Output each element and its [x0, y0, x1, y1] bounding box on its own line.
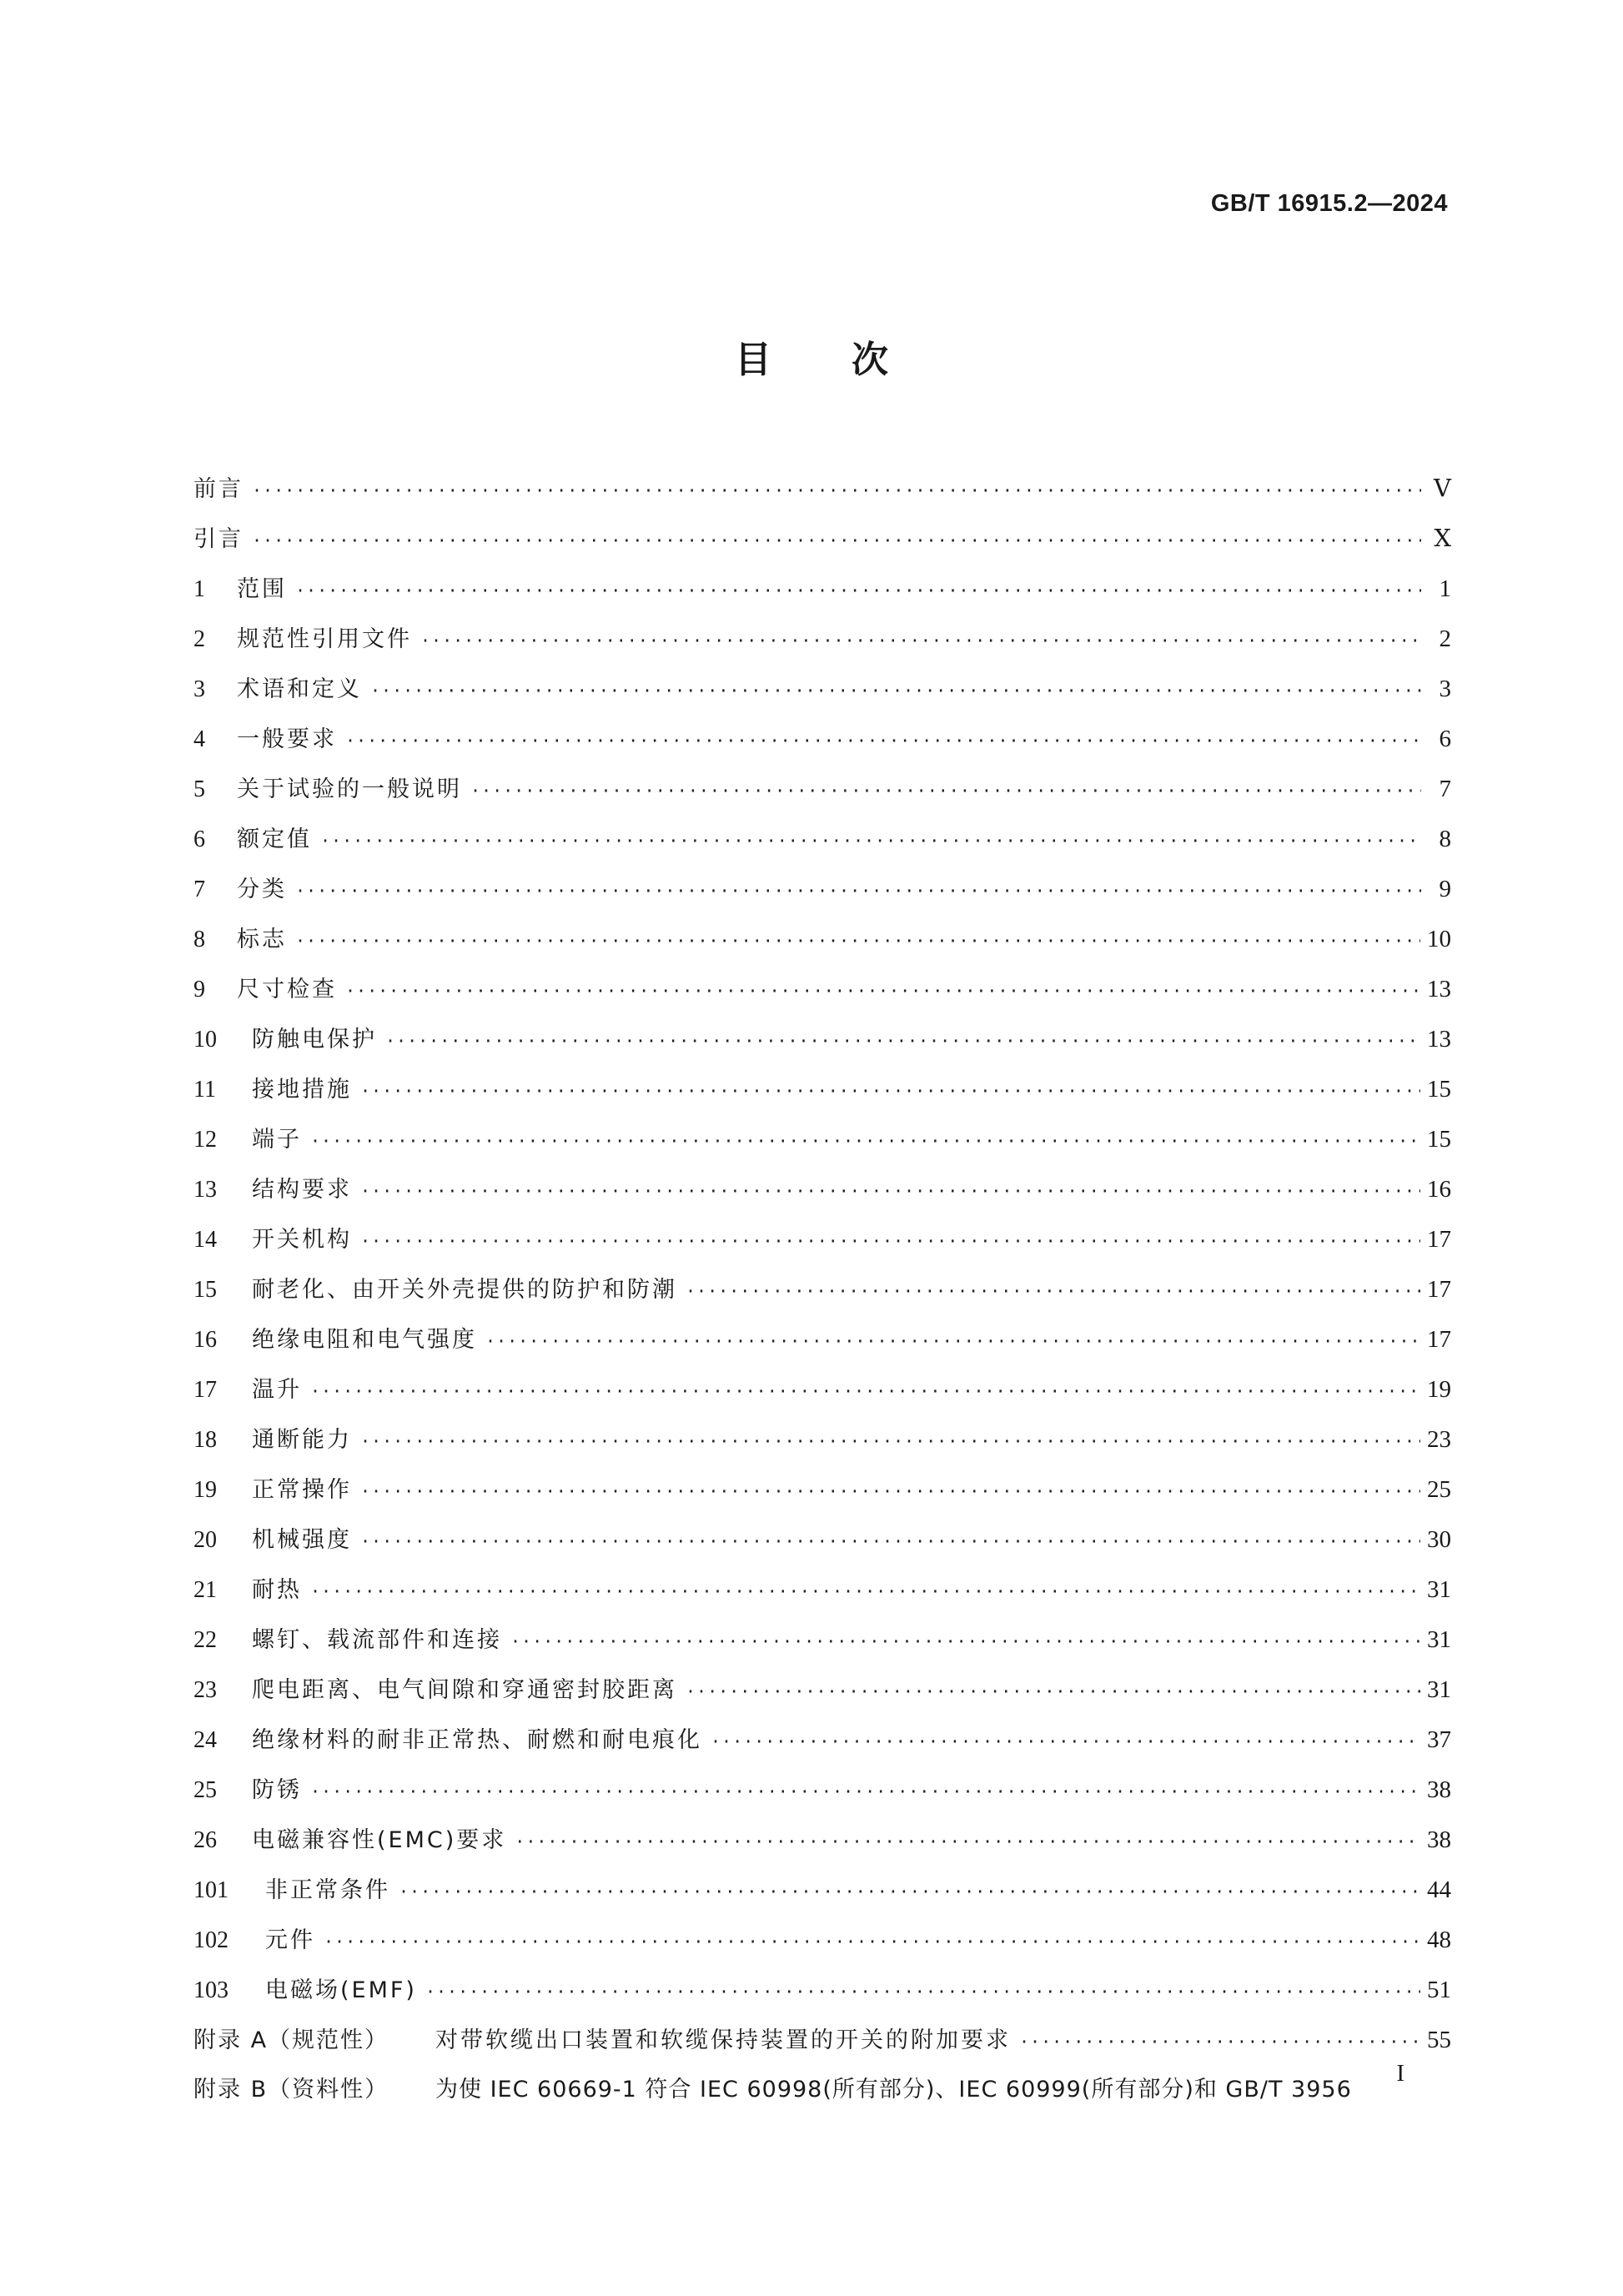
dot-leader	[360, 1416, 1420, 1466]
dot-leader	[485, 1316, 1420, 1366]
annex-page: 55	[1427, 2027, 1451, 2053]
toc-entry-number: 16	[193, 1327, 217, 1353]
dot-leader	[420, 615, 1421, 666]
toc-entry-title: 通断能力	[252, 1427, 352, 1453]
toc-entry-number: 11	[193, 1077, 216, 1103]
dot-leader	[252, 515, 1421, 565]
toc-entry[interactable]	[193, 764, 1451, 814]
toc-entry-page: 30	[1427, 1526, 1451, 1553]
annex-title: 对带软缆出口装置和软缆保持装置的开关的附加要求	[435, 2027, 1011, 2053]
toc-entry-number: 24	[193, 1727, 217, 1753]
toc-entry-page: 31	[1427, 1576, 1451, 1603]
toc-entry[interactable]	[193, 1014, 1451, 1064]
toc-entry-number: 10	[193, 1027, 217, 1053]
toc-entry-page: 48	[1427, 1927, 1451, 1953]
toc-entry-page: 15	[1427, 1126, 1451, 1153]
toc-entry-page: 2	[1439, 625, 1451, 652]
toc-entry-title: 机械强度	[252, 1527, 352, 1553]
toc-entry-page: 6	[1439, 726, 1451, 752]
toc-entry[interactable]	[193, 1164, 1451, 1214]
toc-entry-page: 17	[1427, 1326, 1451, 1353]
toc-entry[interactable]	[193, 1765, 1451, 1815]
toc-annex-entry[interactable]	[193, 2015, 1451, 2065]
toc-entry-page: 13	[1427, 976, 1451, 1002]
toc-entry-number: 25	[193, 1777, 217, 1803]
toc-entry-title: 术语和定义	[237, 676, 362, 702]
dot-leader	[310, 1566, 1420, 1616]
toc-entry-number: 20	[193, 1527, 217, 1553]
annex-title: 为使 IEC 60669-1 符合 IEC 60998(所有部分)、IEC 60999(所有部分)和 GB/T 3956	[435, 2077, 1352, 2103]
toc-entry-number: 21	[193, 1577, 217, 1603]
toc-entry-title: 爬电距离、电气间隙和穿通密封胶距离	[252, 1677, 677, 1703]
toc-entry-page: 17	[1427, 1226, 1451, 1253]
dot-leader	[470, 766, 1421, 816]
toc-entry-page: 31	[1427, 1676, 1451, 1703]
toc-entry-number: 4	[193, 726, 205, 752]
toc-entry-title: 元件	[265, 1927, 315, 1953]
toc-entry[interactable]	[193, 1915, 1451, 1965]
page-number: I	[1396, 2060, 1404, 2087]
toc-entry[interactable]	[193, 564, 1451, 614]
annex-label: 附录 B（资料性）	[193, 2077, 389, 2103]
toc-entry-title: 非正常条件	[265, 1877, 390, 1903]
toc-entry-title: 耐老化、由开关外壳提供的防护和防潮	[252, 1277, 677, 1303]
toc-entry-title: 前言	[193, 476, 244, 502]
toc-entry[interactable]	[193, 1815, 1451, 1865]
toc-entry-number: 9	[193, 977, 205, 1002]
dot-leader	[360, 1516, 1420, 1566]
dot-leader	[686, 1266, 1420, 1316]
toc-entry-page: 31	[1427, 1626, 1451, 1653]
toc-entry-number: 12	[193, 1127, 217, 1153]
dot-leader	[310, 1766, 1420, 1816]
dot-leader	[425, 1967, 1420, 2017]
dot-leader	[345, 716, 1421, 766]
toc-entry-page: 37	[1427, 1726, 1451, 1753]
toc-entry-title: 引言	[193, 526, 244, 552]
toc-entry-page: Ⅹ	[1434, 525, 1451, 552]
toc-entry-title: 电磁兼容性(EMC)要求	[252, 1827, 507, 1853]
toc-entry[interactable]	[193, 464, 1451, 514]
toc-entry[interactable]	[193, 1865, 1451, 1915]
toc-entry-page: 19	[1427, 1376, 1451, 1403]
toc-entry[interactable]	[193, 1364, 1451, 1414]
toc-entry-title: 螺钉、载流部件和连接	[252, 1627, 502, 1653]
toc-entry-title: 范围	[237, 576, 287, 602]
dot-leader	[399, 1866, 1420, 1917]
toc-entry-number: 13	[193, 1177, 217, 1203]
toc-entry-number: 5	[193, 776, 205, 802]
toc-entry-title: 开关机构	[252, 1227, 352, 1253]
toc-entry-title: 防锈	[252, 1777, 302, 1803]
toc-entry-number: 103	[193, 1977, 229, 2003]
toc-entry[interactable]	[193, 1414, 1451, 1465]
toc-entry[interactable]	[193, 1515, 1451, 1565]
toc-entry-title: 标志	[237, 927, 287, 952]
toc-entry-page: Ⅴ	[1434, 475, 1451, 502]
toc-entry-page: 1	[1439, 575, 1451, 602]
toc-entry-number: 17	[193, 1377, 217, 1403]
dot-leader	[295, 565, 1421, 615]
toc-entry-number: 2	[193, 626, 205, 652]
toc-entry-page: 13	[1427, 1026, 1451, 1053]
toc-entry-title: 规范性引用文件	[237, 626, 412, 652]
dot-leader	[385, 1016, 1420, 1066]
toc-entry-title: 分类	[237, 877, 287, 902]
toc-entry-title: 关于试验的一般说明	[237, 776, 462, 802]
dot-leader	[686, 1666, 1420, 1716]
dot-leader	[295, 916, 1420, 966]
toc-entry-number: 8	[193, 927, 205, 952]
toc-entry-title: 耐热	[252, 1577, 302, 1603]
toc-entry-number: 102	[193, 1927, 229, 1953]
dot-leader	[510, 1616, 1420, 1666]
toc-entry[interactable]	[193, 1064, 1451, 1114]
toc-entry-number: 3	[193, 676, 205, 702]
toc-entry-title: 尺寸检查	[237, 977, 337, 1002]
toc-entry[interactable]	[193, 964, 1451, 1014]
toc-entry-number: 101	[193, 1877, 229, 1903]
toc-entry-number: 18	[193, 1427, 217, 1453]
page-title: 目次	[735, 339, 968, 381]
dot-leader	[252, 465, 1421, 515]
toc-entry-title: 电磁场(EMF)	[265, 1977, 417, 2003]
toc-entry-title: 绝缘材料的耐非正常热、耐燃和耐电痕化	[252, 1727, 702, 1753]
toc-entry-title: 接地措施	[252, 1077, 352, 1103]
standard-code: GB/T 16915.2—2024	[1210, 190, 1448, 217]
toc-entry[interactable]	[193, 864, 1451, 914]
toc-entry-title: 端子	[252, 1127, 302, 1153]
toc-entry-page: 3	[1439, 676, 1451, 702]
toc-entry-page: 51	[1427, 1977, 1451, 2003]
toc-entry-title: 额定值	[237, 826, 312, 852]
dot-leader	[320, 816, 1421, 866]
toc-entry-title: 防触电保护	[252, 1027, 377, 1053]
toc-entry[interactable]	[193, 1214, 1451, 1264]
toc-entry-page: 10	[1427, 926, 1451, 952]
toc-entry-page: 25	[1427, 1476, 1451, 1503]
toc-entry-number: 22	[193, 1627, 217, 1653]
dot-leader	[515, 1816, 1420, 1866]
toc-entry[interactable]	[193, 1715, 1451, 1765]
table-of-contents	[193, 464, 1451, 2115]
dot-leader	[360, 1166, 1420, 1216]
toc-entry[interactable]	[193, 1615, 1451, 1665]
toc-entry[interactable]	[193, 514, 1451, 564]
toc-annex-entry[interactable]	[193, 2065, 1451, 2115]
dot-leader	[295, 866, 1421, 916]
toc-entry-number: 1	[193, 576, 205, 602]
toc-entry-page: 16	[1427, 1176, 1451, 1203]
toc-entry-page: 23	[1427, 1426, 1451, 1453]
dot-leader	[324, 1917, 1420, 1967]
toc-entry-page: 8	[1439, 826, 1451, 852]
dot-leader	[360, 1066, 1420, 1116]
toc-entry-page: 44	[1427, 1876, 1451, 1903]
toc-entry[interactable]	[193, 1314, 1451, 1364]
toc-entry-number: 14	[193, 1227, 217, 1253]
toc-entry[interactable]	[193, 1665, 1451, 1715]
toc-entry[interactable]	[193, 1114, 1451, 1164]
dot-leader	[360, 1216, 1420, 1266]
toc-entry[interactable]	[193, 714, 1451, 764]
toc-entry[interactable]	[193, 614, 1451, 664]
toc-entry-page: 38	[1427, 1776, 1451, 1803]
toc-entry[interactable]	[193, 1565, 1451, 1615]
toc-entry-title: 结构要求	[252, 1177, 352, 1203]
dot-leader	[370, 666, 1421, 716]
toc-entry-title: 温升	[252, 1377, 302, 1403]
toc-entry[interactable]	[193, 1965, 1451, 2015]
dot-leader	[345, 966, 1420, 1016]
dot-leader	[310, 1116, 1420, 1166]
toc-entry-number: 19	[193, 1477, 217, 1503]
toc-entry-page: 38	[1427, 1826, 1451, 1853]
toc-entry-page: 9	[1439, 876, 1451, 902]
toc-entry-number: 7	[193, 877, 205, 902]
toc-entry-title: 一般要求	[237, 726, 337, 752]
dot-leader	[360, 1466, 1420, 1516]
dot-leader	[711, 1716, 1420, 1766]
toc-entry[interactable]	[193, 664, 1451, 714]
toc-entry-page: 7	[1439, 776, 1451, 802]
dot-leader	[310, 1366, 1420, 1416]
toc-entry-title: 正常操作	[252, 1477, 352, 1503]
toc-entry[interactable]	[193, 1264, 1451, 1314]
toc-entry-number: 23	[193, 1677, 217, 1703]
annex-label: 附录 A（规范性）	[193, 2027, 389, 2053]
toc-entry-title: 绝缘电阻和电气强度	[252, 1327, 477, 1353]
dot-leader	[1019, 2017, 1420, 2067]
toc-entry-number: 6	[193, 826, 205, 852]
toc-entry[interactable]	[193, 914, 1451, 964]
toc-entry-number: 15	[193, 1277, 217, 1303]
toc-entry[interactable]	[193, 1465, 1451, 1515]
toc-entry-page: 15	[1427, 1076, 1451, 1103]
toc-entry[interactable]	[193, 814, 1451, 864]
toc-entry-number: 26	[193, 1827, 217, 1853]
toc-entry-page: 17	[1427, 1276, 1451, 1303]
